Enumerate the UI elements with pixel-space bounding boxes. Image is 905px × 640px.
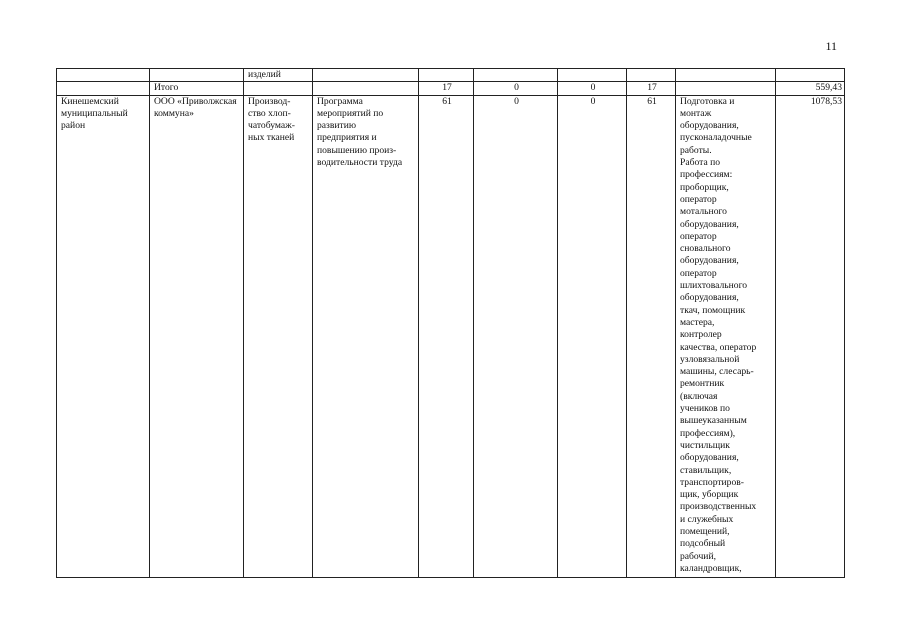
work-line: каландровщик, bbox=[680, 562, 742, 574]
work-line: оператор bbox=[680, 267, 717, 279]
count-cell bbox=[474, 69, 558, 82]
work-line: проборщик, bbox=[680, 181, 729, 193]
row-col8: 61 bbox=[627, 95, 676, 577]
work-line: оператор bbox=[680, 193, 717, 205]
total-row bbox=[57, 82, 845, 95]
total-col7: 0 bbox=[558, 82, 627, 95]
work-line: качества, оператор bbox=[680, 341, 757, 353]
work-line: оборудования, bbox=[680, 452, 739, 464]
work-line: и служебных bbox=[680, 513, 734, 525]
page-number: 11 bbox=[825, 39, 837, 53]
total-col6: 0 bbox=[474, 82, 558, 95]
work-line: подсобный bbox=[680, 538, 726, 550]
work-line: помещений, bbox=[680, 525, 730, 537]
work-line: учеников по bbox=[680, 403, 730, 415]
count-cell bbox=[627, 69, 676, 82]
row-col7: 0 bbox=[558, 95, 627, 577]
district-name: Кинешемский муниципальный район bbox=[57, 95, 150, 577]
work-line: ставильщик, bbox=[680, 464, 732, 476]
work-line: пусконаладочные bbox=[680, 132, 752, 144]
program-cell bbox=[313, 69, 419, 82]
row-amount: 1078,53 bbox=[776, 95, 845, 577]
measures-table bbox=[56, 68, 845, 578]
amount-cell bbox=[776, 69, 845, 82]
work-cell bbox=[676, 82, 776, 95]
industry-line: чатобумаж- bbox=[248, 120, 295, 132]
work-line: щик, уборщик bbox=[680, 489, 739, 501]
work-line: вышеуказанным bbox=[680, 415, 747, 427]
work-line: оборудования, bbox=[680, 255, 739, 267]
industry-cell: изделий bbox=[244, 69, 313, 82]
count-cell bbox=[558, 69, 627, 82]
total-amount: 559,43 bbox=[776, 82, 845, 95]
work-line: сновального bbox=[680, 243, 731, 255]
data-row bbox=[57, 95, 845, 577]
work-line: мотального bbox=[680, 206, 727, 218]
work-line: производственных bbox=[680, 501, 757, 513]
district-cell bbox=[57, 69, 150, 82]
organization-name: ООО «Приволжская коммуна» bbox=[150, 95, 244, 577]
work-line: рабочий, bbox=[680, 550, 716, 562]
work-line: чистильщик bbox=[680, 439, 730, 451]
work-line: профессиям: bbox=[680, 169, 733, 181]
work-line: транспортиров- bbox=[680, 476, 745, 488]
total-col8: 17 bbox=[627, 82, 676, 95]
count-cell bbox=[419, 69, 474, 82]
program-line: повышению произ- bbox=[317, 144, 397, 156]
work-line: шлихтовального bbox=[680, 280, 748, 292]
organization-cell bbox=[150, 69, 244, 82]
program-line: водительности труда bbox=[317, 157, 403, 169]
work-line: ремонтник bbox=[680, 378, 725, 390]
program-line: предприятия и bbox=[317, 132, 377, 144]
work-line: машины, слесарь- bbox=[680, 366, 754, 378]
work-line: профессиям), bbox=[680, 427, 736, 439]
program-cell bbox=[313, 82, 419, 95]
work-line: оператор bbox=[680, 230, 717, 242]
work-line: монтаж bbox=[680, 107, 712, 119]
industry-line: ных тканей bbox=[248, 132, 295, 144]
row-col6: 0 bbox=[474, 95, 558, 577]
program-line: Программа bbox=[317, 95, 363, 107]
work-line: (включая bbox=[680, 390, 718, 402]
work-line: оборудования, bbox=[680, 218, 739, 230]
work-line: ткач, помощник bbox=[680, 304, 746, 316]
work-line: Подготовка и bbox=[680, 95, 735, 107]
work-line: узловязальной bbox=[680, 353, 740, 365]
work-cell bbox=[676, 69, 776, 82]
work-line: Работа по bbox=[680, 157, 721, 169]
continuation-row bbox=[57, 69, 845, 82]
district-cell bbox=[57, 82, 150, 95]
industry-line: Производ- bbox=[248, 95, 291, 107]
industry-cell bbox=[244, 82, 313, 95]
work-description bbox=[676, 95, 776, 577]
program-description bbox=[313, 95, 419, 577]
work-line: мастера, bbox=[680, 316, 715, 328]
work-line: оборудования, bbox=[680, 120, 739, 132]
row-col5: 61 bbox=[419, 95, 474, 577]
total-col5: 17 bbox=[419, 82, 474, 95]
industry-line: ство хлоп- bbox=[248, 107, 291, 119]
work-line: оборудования, bbox=[680, 292, 739, 304]
work-line: работы. bbox=[680, 144, 712, 156]
industry-description bbox=[244, 95, 313, 577]
work-line: контролер bbox=[680, 329, 722, 341]
program-line: развитию bbox=[317, 120, 357, 132]
program-line: мероприятий по bbox=[317, 107, 384, 119]
total-label: Итого bbox=[150, 82, 244, 95]
